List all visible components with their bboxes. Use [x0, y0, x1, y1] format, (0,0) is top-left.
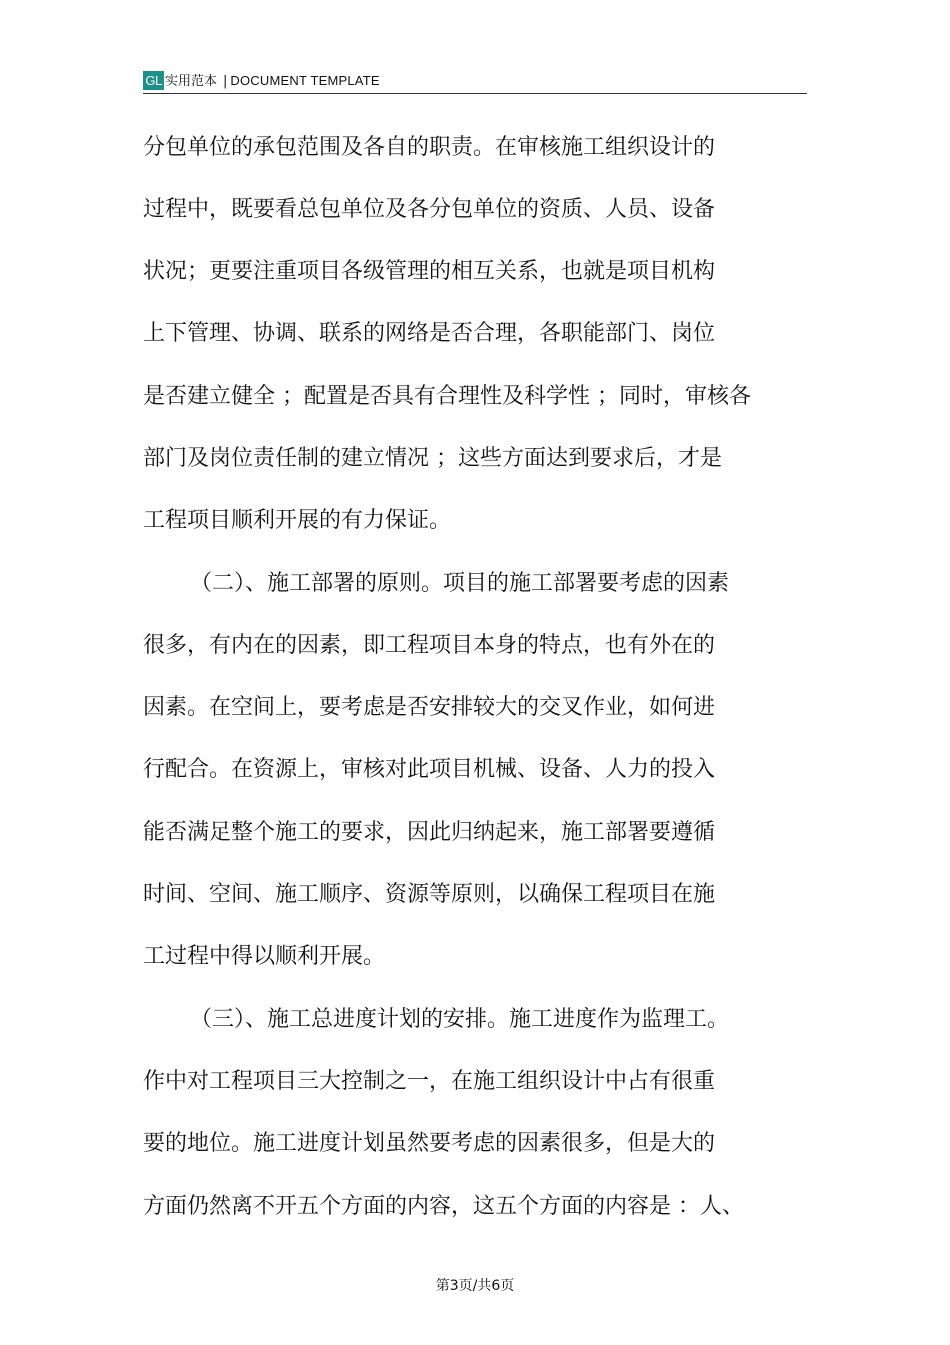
body-line-15: （三）、施工总进度计划的安排。施工进度作为监理工。 — [190, 1007, 730, 1032]
body-line-4: 上下管理、协调、联系的网络是否合理，各职能部门、岗位 — [143, 321, 716, 346]
body-line-9: 很多，有内在的因素，即工程项目本身的特点，也有外在的 — [143, 633, 716, 658]
body-line-3: 状况；更要注重项目各级管理的相互关系，也就是项目机构 — [143, 259, 716, 284]
header-title — [165, 71, 380, 91]
body-line-5: 是否建立健全 ；配置是否具有合理性及科学性 ；同时，审核各 — [143, 384, 751, 409]
body-line-1: 分包单位的承包范围及各自的职责。在审核施工组织设计的 — [143, 135, 716, 160]
logo-badge: GL — [143, 71, 164, 90]
body-line-18: 方面仍然离不开五个方面的内容，这五个方面的内容是 ：人、 — [143, 1194, 744, 1219]
body-line-7: 工程项目顺利开展的有力保证。 — [143, 508, 452, 533]
header-separator: | — [223, 74, 228, 89]
body-line-17: 要的地位。施工进度计划虽然要考虑的因素很多，但是大的 — [143, 1131, 716, 1156]
header-title-cn: 实用范本 — [165, 74, 218, 89]
body-line-14: 工过程中得以顺利开展。 — [143, 944, 386, 969]
body-line-2: 过程中，既要看总包单位及各分包单位的资质、人员、设备 — [143, 197, 716, 222]
body-line-10: 因素。在空间上，要考虑是否安排较大的交叉作业，如何进 — [143, 695, 716, 720]
body-line-12: 能否满足整个施工的要求，因此归纳起来，施工部署要遵循 — [143, 820, 716, 845]
page-header — [143, 69, 807, 94]
page-number: 第3页/共6页 — [435, 1278, 515, 1294]
body-line-13: 时间、空间、施工顺序、资源等原则，以确保工程项目在施 — [143, 882, 716, 907]
body-line-8: （二）、施工部署的原则。项目的施工部署要考虑的因素 — [190, 571, 730, 596]
body-line-11: 行配合。在资源上，审核对此项目机械、设备、人力的投入 — [143, 757, 716, 782]
header-title-en: DOCUMENT TEMPLATE — [230, 73, 380, 88]
body-line-6: 部门及岗位责任制的建立情况 ；这些方面达到要求后，才是 — [143, 446, 722, 471]
body-line-16: 作中对工程项目三大控制之一，在施工组织设计中占有很重 — [143, 1069, 716, 1094]
